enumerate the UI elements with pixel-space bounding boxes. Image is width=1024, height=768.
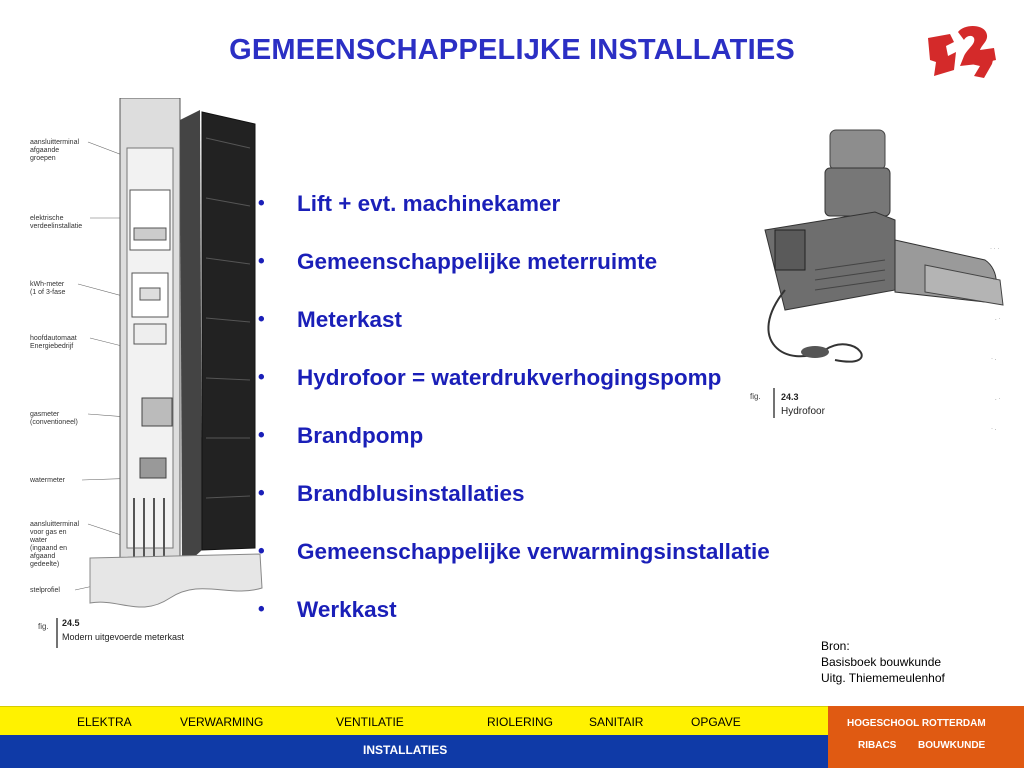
label-energiebedrijf: Energiebedrijf (30, 343, 74, 350)
meterkast-caption: Modern uitgevoerde meterkast (62, 632, 185, 642)
bullet-item: • Gemeenschappelijke verwarmingsinstallatie (258, 534, 770, 592)
source-publisher: Uitg. Thiememeulenhof (821, 671, 945, 685)
bullet-item: • Brandpomp (258, 418, 770, 476)
source-note (821, 638, 945, 686)
nav-link-sanitair[interactable]: SANITAIR (589, 715, 644, 729)
dept-ribacs: RIBACS (858, 740, 897, 751)
label-stelprofiel: stelprofiel (30, 587, 60, 594)
bullet-list (258, 186, 770, 650)
meterkast-fig-number: 24.5 (62, 618, 80, 628)
label-gedeelte: gedeelte) (30, 561, 60, 568)
hogeschool-logo-icon (924, 22, 1004, 84)
svg-text:. ·: . · (995, 396, 1001, 402)
hydrofoor-fig-label: fig. (750, 392, 761, 401)
label-afgaand: afgaand (30, 553, 56, 560)
label-ingaand-en: (ingaand en (30, 545, 67, 552)
label-kwh-meter: kWh-meter (30, 281, 65, 288)
bullet-item: • Werkkast (258, 592, 770, 650)
label-gasmeter: gasmeter (30, 411, 60, 418)
svg-text:. ·: . · (995, 316, 1001, 322)
hydrofoor-illustration (745, 120, 1024, 450)
school-name: HOGESCHOOL ROTTERDAM (847, 718, 986, 729)
footer-school-block (828, 706, 1024, 768)
label-watermeter: watermeter (30, 477, 66, 484)
slide-title: GEMEENSCHAPPELIJKE INSTALLATIES (229, 34, 795, 66)
nav-link-riolering[interactable]: RIOLERING (487, 715, 554, 729)
label-verdeelinstallatie: verdeelinstallatie (30, 223, 83, 230)
bullet-item: • Gemeenschappelijke meterruimte (258, 244, 770, 302)
svg-text:· .: · . (991, 426, 997, 432)
bullet-item: • Brandblusinstallaties (258, 476, 770, 534)
label-elektrische: elektrische (30, 215, 64, 222)
label-voor-gas-en: voor gas en (30, 529, 67, 536)
label-hoofdautomaat: hoofdautomaat (30, 335, 77, 342)
svg-text:· .: · . (991, 356, 997, 362)
nav-link-opgave[interactable]: OPGAVE (691, 715, 741, 729)
label-afgaande: afgaande (30, 147, 60, 154)
source-book: Basisboek bouwkunde (821, 655, 942, 669)
label-aansluitterminal-gas: aansluitterminal (30, 521, 80, 528)
svg-text:. .: . . (993, 276, 999, 282)
source-label: Bron: (821, 639, 850, 653)
section-label-installaties[interactable]: INSTALLATIES (363, 743, 448, 757)
bullet-item: • Lift + evt. machinekamer (258, 186, 770, 244)
dept-bouwkunde: BOUWKUNDE (918, 740, 986, 751)
label-water: water (30, 537, 48, 544)
label-fase: (1 of 3-fase (30, 289, 66, 296)
nav-link-verwarming[interactable]: VERWARMING (180, 715, 264, 729)
label-aansluitterminal: aansluitterminal (30, 139, 80, 146)
bullet-item: • Meterkast (258, 302, 770, 360)
hydrofoor-caption: Hydrofoor (781, 406, 825, 417)
label-conventioneel: (conventioneel) (30, 419, 78, 426)
meterkast-fig-label: fig. (38, 622, 49, 631)
nav-link-elektra[interactable]: ELEKTRA (77, 715, 132, 729)
svg-text:· · ·: · · · (990, 246, 1000, 252)
meterkast-illustration (30, 98, 265, 658)
nav-link-ventilatie[interactable]: VENTILATIE (336, 715, 404, 729)
label-groepen: groepen (30, 155, 56, 162)
bullet-item: • Hydrofoor = waterdrukverhogingspomp (258, 360, 770, 418)
hydrofoor-fig-number: 24.3 (781, 392, 799, 402)
